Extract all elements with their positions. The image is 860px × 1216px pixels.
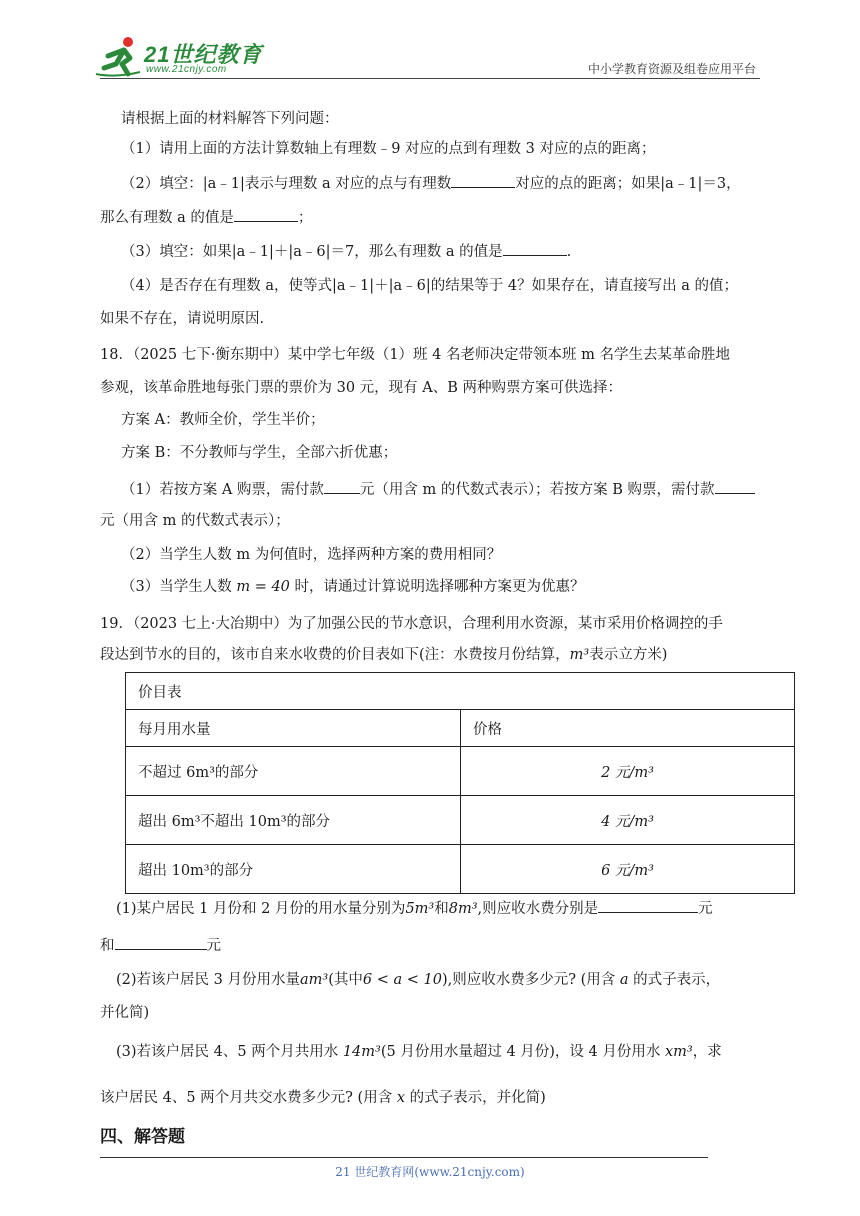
table-cell-usage: 超出 10m³的部分 [126,845,461,894]
q17-part4-line2: 如果不存在，请说明原因. [100,311,265,327]
q19-part2-line2: 并化简) [100,1005,150,1021]
q19-part2-var: a [619,972,629,988]
table-cell-price: 6 元/m³ [461,845,795,894]
answer-blank[interactable] [234,207,298,222]
q19-part1-math2: 8m³ [448,901,478,917]
q18-part3-text-a: （3）当学生人数 [121,579,232,595]
footer-divider [100,1157,708,1158]
q19-part2-line1 [116,970,720,990]
q19-part2-text-c: ),则应收水费多少元? (用含 [441,972,616,988]
q19-part1-text-e: 元 [206,938,221,954]
table-header-row [126,710,795,747]
q18-plan-a: 方案 A：教师全价，学生半价； [121,412,325,428]
q17-part3-text-b: . [566,244,572,260]
q18-plan-b: 方案 B：不分教师与学生，全部六折优惠； [121,445,398,461]
q17-part3 [121,241,571,262]
q18-part3 [121,577,585,597]
q19-stem-text-end: 表示立方米) [589,647,668,663]
q19-part1-text-a: (1)某户居民 1 月份和 2 月份的用水量分别为 [116,901,406,917]
logo [94,34,264,80]
q18-stem-line2: 参观，该革命胜地每张门票的票价为 30 元，现有 A、B 两种购票方案可供选择： [100,380,623,396]
q19-part3-math: 14m³ [342,1044,381,1060]
q19-part2-text-b: (其中 [328,972,363,988]
q18-part3-math: m = 40 [236,579,290,595]
table-cell-usage: 超出 6m³不超出 10m³的部分 [126,796,461,845]
q19-part1-text-d: 和 [100,938,115,954]
answer-blank[interactable] [503,241,567,256]
runner-icon [94,34,144,80]
table-cell-price: 2 元/m³ [461,747,795,796]
q19-stem-line2 [100,645,667,665]
q17-part2-line1 [121,173,741,194]
q19-part1-math1: 5m³ [405,901,435,917]
q19-part3-var2: x [396,1090,406,1106]
table-row [126,796,795,845]
q19-stem-unit: m³ [569,647,590,663]
answer-blank[interactable] [598,898,698,913]
q19-part2-math: am³ [299,972,329,988]
q19-part3-text-a: (3)若该户居民 4、5 两个月共用水 [116,1044,339,1060]
q18-stem-line1: 18．（2025 七下·衡东期中）某中学七年级（1）班 4 名老师决定带领本班 m 名学生去某革命胜地 [100,347,730,363]
answer-blank[interactable] [715,479,755,494]
q17-part2-text-d: ； [297,210,313,226]
q17-part2-line2 [100,207,312,228]
q18-part1-line1 [121,479,755,500]
q19-part3-text-e: 的式子表示，并化简) [409,1090,546,1106]
logo-text: 21世纪教育 [144,42,263,67]
q18-part1-line2: 元（用含 m 的代数式表示）； [100,513,290,529]
q19-stem-line1: 19．（2023 七上·大冶期中）为了加强公民的节水意识，合理利用水资源，某市采用价格调控的手 [100,616,723,632]
q19-part3-line1 [116,1042,722,1062]
q18-part1-text-b: 元（用含 m 的代数式表示）；若按方案 B 购票，需付款 [359,482,715,498]
q19-part2-condition: 6 < a < 10 [362,972,442,988]
q19-stem-text-b: 段达到节水的目的，该市自来水收费的价目表如下(注：水费按月份结算， [100,647,570,663]
header-divider [100,78,760,79]
q19-part3-text-b: (5 月份用水量超过 4 月份)，设 4 月份用水 [380,1044,661,1060]
page-header [0,0,860,90]
table-header-price: 价格 [461,710,795,747]
footer-link[interactable]: 21 世纪教育网(www.21cnjy.com) [335,1165,525,1179]
q19-part1-and: 和 [434,901,449,917]
logo-url: www.21cnjy.com [146,64,227,75]
table-cell-usage: 不超过 6m³的部分 [126,747,461,796]
q19-part3-line2 [100,1088,546,1108]
q17-part2-text-a: （2）填空：|a﹣1|表示与理数 a 对应的点与有理数 [121,176,452,192]
table-row [126,845,795,894]
table-title: 价目表 [126,673,795,710]
q19-part1-line1 [116,898,713,919]
q19-part1-line2 [100,935,221,956]
price-table [125,672,795,894]
q17-part2-text-b: 对应的点的距离；如果|a﹣1|＝3， [515,176,741,192]
answer-blank[interactable] [451,173,515,188]
q19-part1-text-c: 元 [698,901,713,917]
q17-part2-text-c: 那么有理数 a 的值是 [100,210,234,226]
section-heading: 四、解答题 [100,1127,185,1147]
q19-part1-text-b: ,则应收水费分别是 [477,901,599,917]
intro-text: 请根据上面的材料解答下列问题： [121,111,339,127]
q18-part3-text-b: 时，请通过计算说明选择哪种方案更为优惠？ [294,579,585,595]
platform-name: 中小学教育资源及组卷应用平台 [587,62,756,76]
q19-part2-text-a: (2)若该户居民 3 月份用水量 [116,972,300,988]
answer-blank[interactable] [324,479,360,494]
q19-part3-var: xm³ [665,1044,693,1060]
table-title-row [126,673,795,710]
q18-part2: （2）当学生人数 m 为何值时，选择两种方案的费用相同？ [121,547,502,563]
q19-part2-text-d: 的式子表示， [633,972,721,988]
q17-part3-text-a: （3）填空：如果|a﹣1|＋|a﹣6|＝7，那么有理数 a 的值是 [121,244,503,260]
q19-part3-text-c: ，求 [692,1044,722,1060]
answer-blank[interactable] [115,935,207,950]
q17-part4-line1: （4）是否存在有理数 a，使等式|a﹣1|＋|a﹣6|的结果等于 4？如果存在，请直接写出 a 的值； [121,278,738,294]
table-cell-price: 4 元/m³ [461,796,795,845]
q19-part3-text-d: 该户居民 4、5 两个月共交水费多少元? (用含 [100,1090,393,1106]
q18-part1-text-a: （1）若按方案 A 购票，需付款 [121,482,324,498]
q17-part1: （1）请用上面的方法计算数轴上有理数﹣9 对应的点到有理数 3 对应的点的距离； [121,141,656,157]
table-header-usage: 每月用水量 [126,710,461,747]
table-row [126,747,795,796]
